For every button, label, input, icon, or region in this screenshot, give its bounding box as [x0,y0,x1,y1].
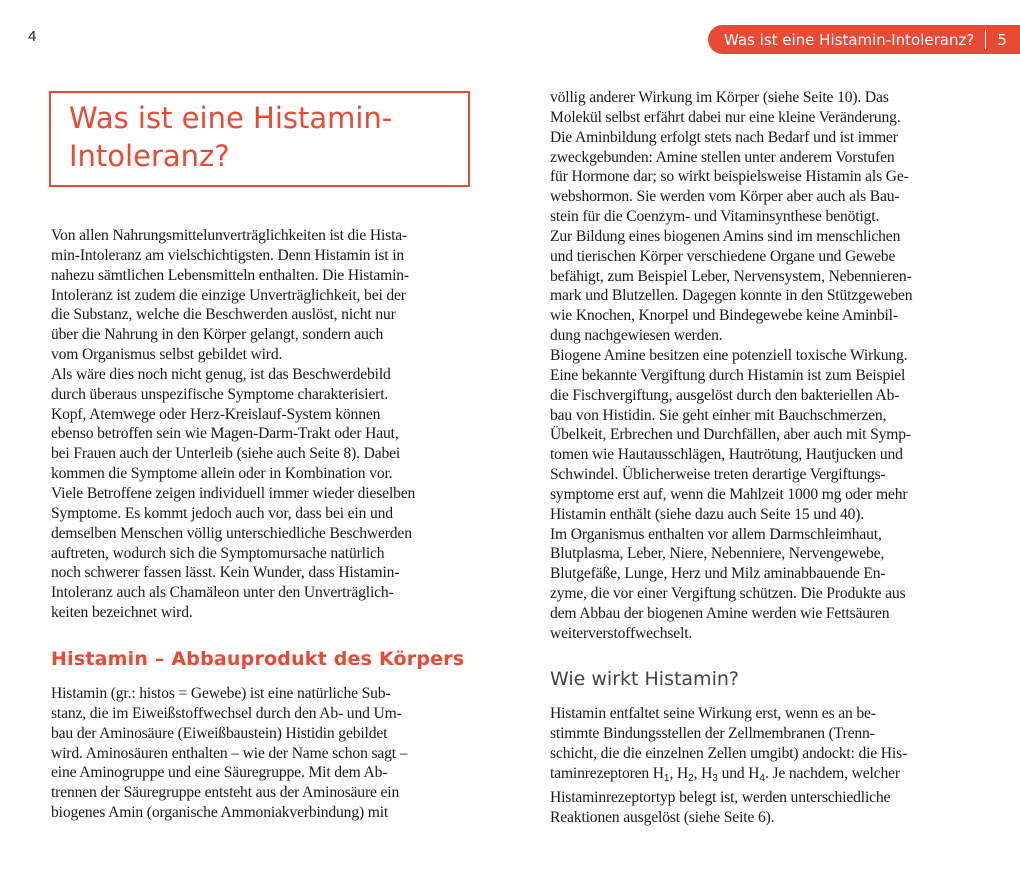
right-body-text [550,88,982,644]
text-line: symptome erst auf, wenn die Mahlzeit 1000 mg oder mehr [550,485,908,503]
text-line: biogenes Amin (organische Ammoniakverbindung) mit [51,804,389,822]
text-line: völlig anderer Wirkung im Körper (siehe Seite 10). Das [550,89,889,106]
text-line: für Hormone dar; so wirkt beispielsweise Histamin als Ge- [550,168,909,186]
text-line: befähigt, zum Beispiel Leber, Nervensystem, Nebennieren- [550,267,912,285]
receptor-text: taminrezeptoren H [550,764,664,782]
subscript: 2 [688,772,694,784]
text-line: Kopf, Atemwege oder Herz-Kreislauf-System können [51,405,381,423]
right-page-number: 5 [997,30,1007,49]
text-line: Biogene Amine besitzen eine potenziell toxische Wirkung. [550,346,908,364]
text-line: Intoleranz auch als Chamäleon unter den Unverträglich- [51,584,394,602]
receptor-text: , H [669,764,689,782]
text-line: über die Nahrung in den Körper gelangt, sondern auch [51,326,384,344]
text-line: Viele Betroffene zeigen individuell immer wieder dieselben [51,484,416,502]
text-line: wird. Aminosäuren enthalten – wie der Name schon sagt – [51,744,408,762]
chapter-title-line-1: Was ist eine Histamin- [69,101,393,135]
text-line: stein für die Coenzym- und Vitaminsynthese benötigt. [550,208,880,226]
text-line: min-Intoleranz am vielschichtigsten. Denn Histamin ist in [51,246,405,264]
text-line: und tierischen Körper verschiedene Organe und Gewebe [550,247,896,265]
left-page-number: 4 [28,28,37,45]
text-line: auftreten, wodurch sich die Symptomursache natürlich [51,544,385,562]
text-line: Histamin enthält (siehe dazu auch Seite 15 und 40). [550,505,865,523]
text-line: bei Frauen auch der Unterleib (siehe auch Seite 8). Dabei [51,445,401,463]
text-line: Die Aminbildung erfolgt stets nach Bedarf und ist immer [550,128,898,146]
text-line: demselben Menschen völlig unterschiedliche Beschwerden [51,524,412,542]
text-line: Blutgefäße, Lunge, Herz und Milz aminabbauende En- [550,565,886,583]
text-line: dem Abbau der biogenen Amine werden wie Fettsäuren [550,604,890,622]
subscript: 4 [759,772,765,784]
text-line: keiten bezeichnet wird. [51,604,193,622]
receptor-text: , H [693,764,713,782]
text-line: stanz, die im Eiweißstoffwechsel durch den Ab- und Um- [51,704,402,722]
chapter-title [69,99,468,175]
text-line: Reaktionen ausgelöst (siehe Seite 6). [550,809,775,827]
text-line: weiterverstoffwechselt. [550,624,693,642]
text-line: nahezu sämtlichen Lebensmitteln enthalten. Die Histamin- [51,266,409,284]
receptor-line [550,764,982,789]
text-line: vom Organismus selbst gebildet wird. [51,346,283,364]
left-section-text [51,684,483,823]
text-line: Symptome. Es kommt jedoch auch vor, dass bei ein und [51,504,393,522]
text-line: Blutplasma, Leber, Niere, Nebenniere, Nervengewebe, [550,545,885,563]
section-heading: Histamin – Abbauprodukt des Körpers [51,648,465,670]
running-head-tab [708,25,1020,54]
text-line: tomen wie Hautausschlägen, Hautrötung, Hautjucken und [550,446,903,464]
text-line: Im Organismus enthalten vor allem Darmschleimhaut, [550,525,882,543]
chapter-title-line-2: Intoleranz? [69,139,230,173]
text-line: die Fischvergiftung, ausgelöst durch den bakteriellen Ab- [550,386,900,404]
text-line: Molekül selbst erfährt dabei nur eine kleine Veränderung. [550,108,901,126]
text-line: Histamin entfaltet seine Wirkung erst, wenn es an be- [550,705,876,722]
text-line: Intoleranz ist zudem die einzige Unverträglichkeit, bei der [51,286,406,304]
left-intro-text [51,226,483,623]
text-line: dung nachgewiesen werden. [550,327,723,345]
text-line: zweckgebunden: Amine stellen unter anderem Vorstufen [550,148,895,166]
text-line: Zur Bildung eines biogenen Amins sind im menschlichen [550,227,901,245]
text-line: Von allen Nahrungsmittelunverträglichkeiten ist die Hista- [51,227,408,244]
text-line: mark und Blutzellen. Dagegen konnte in den Stützgeweben [550,287,913,305]
text-line: schicht, die die einzelnen Zellen umgibt) andockt: die His- [550,744,908,762]
chapter-title-box [49,91,470,187]
text-line: Histamin (gr.: histos = Gewebe) ist eine natürliche Sub- [51,685,391,702]
text-line: kommen die Symptome allein oder in Kombination vor. [51,465,393,483]
text-line: noch schwerer fassen lässt. Kein Wunder, dass Histamin- [51,564,400,582]
text-line: die Substanz, welche die Beschwerden auslöst, nicht nur [51,306,396,324]
text-line: durch überaus unspezifische Symptome charakterisiert. [51,385,389,403]
text-line: eine Aminogruppe und eine Säuregruppe. Mit dem Ab- [51,764,388,782]
text-line: Übelkeit, Erbrechen und Durchfällen, aber auch mit Symp- [550,426,911,444]
subscript: 1 [663,772,670,784]
text-line: Histaminrezeptortyp belegt ist, werden unterschiedliche [550,789,891,807]
text-line: wie Knochen, Knorpel und Bindegewebe keine Aminbil- [550,307,898,325]
text-line: trennen der Säuregruppe entsteht aus der Aminosäure ein [51,784,400,802]
text-line: stimmte Bindungsstellen der Zellmembranen (Trenn- [550,724,875,742]
text-line: bau der Aminosäure (Eiweißbaustein) Histidin gebildet [51,724,388,742]
subscript: 3 [712,772,718,784]
text-line: bau von Histidin. Sie geht einher mit Bauchschmerzen, [550,406,887,424]
running-head-divider [985,30,986,49]
text-line: webshormon. Sie werden vom Körper aber auch als Bau- [550,188,900,206]
text-line: Schwindel. Üblicherweise treten derartige Vergiftungs- [550,466,886,484]
receptor-text: und H [717,764,760,782]
text-line: Als wäre dies noch nicht genug, ist das Beschwerdebild [51,365,391,383]
receptor-text: . Je nachdem, welcher [764,764,900,782]
running-head-title: Was ist eine Histamin-Intoleranz? [724,30,975,49]
text-line: zyme, die vor einer Vergiftung schützen. Die Produkte aus [550,585,906,603]
text-line: ebenso betroffen sein wie Magen-Darm-Trakt oder Haut, [51,425,399,443]
subheading: Wie wirkt Histamin? [550,668,739,690]
text-line: Eine bekannte Vergiftung durch Histamin ist zum Beispiel [550,366,906,384]
right-subsection-text [550,704,982,828]
